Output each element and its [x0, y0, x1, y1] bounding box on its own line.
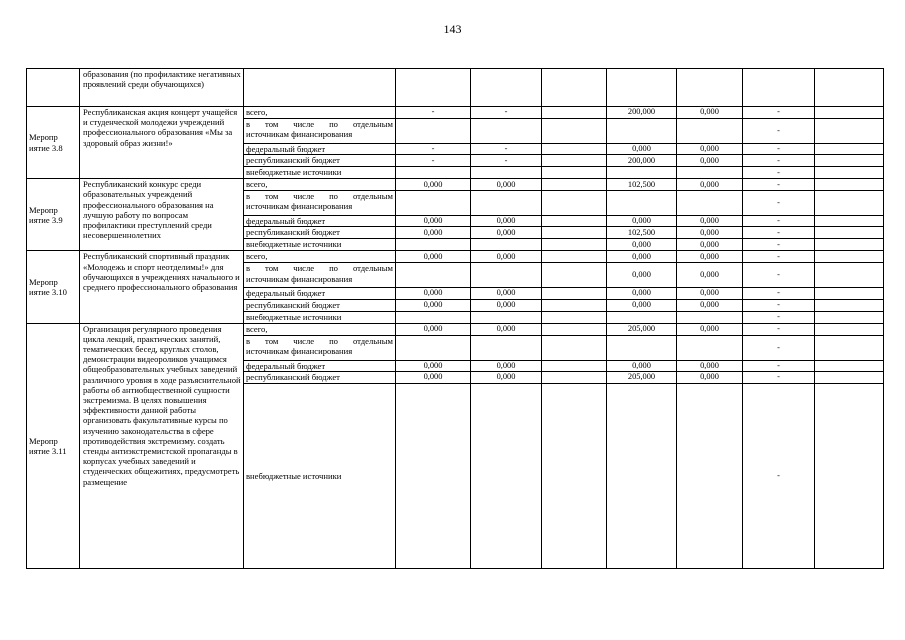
- page-number: 143: [443, 22, 462, 36]
- description-cell: образования (по профилактике негативных проявлений среди обучающихся): [80, 69, 244, 107]
- source-label: внебюджетные источники: [244, 383, 396, 568]
- source-label-line: источникам финансирования: [246, 129, 353, 140]
- source-label: [244, 263, 396, 288]
- source-label-line: в том числе по отдельным: [246, 263, 393, 274]
- value-cell: -: [471, 144, 542, 155]
- value-cell: [471, 263, 542, 288]
- source-label-line: в том числе по отдельным: [246, 191, 393, 202]
- empty-cell: [542, 227, 607, 239]
- source-label: всего,: [244, 323, 396, 335]
- source-label-line: в том числе по отдельным: [246, 335, 393, 346]
- value-cell: 0,000: [677, 107, 743, 119]
- value-cell: 0,000: [677, 371, 743, 383]
- empty-cell: [542, 335, 607, 360]
- source-label: федеральный бюджет: [244, 144, 396, 155]
- source-label: федеральный бюджет: [244, 288, 396, 299]
- event-description: Республиканская акция концерт учащейся и студенческой молодежи учреждений профессионального образования «Мы за здоровый образ жизни!»: [80, 107, 244, 179]
- empty-cell: [542, 191, 607, 216]
- value-cell: [607, 167, 677, 179]
- empty-cell: [471, 69, 542, 107]
- source-label: всего,: [244, 251, 396, 263]
- value-cell: 0,000: [396, 360, 471, 371]
- value-cell: -: [396, 155, 471, 167]
- value-cell: -: [743, 311, 815, 323]
- value-cell: 0,000: [471, 227, 542, 239]
- value-cell: [607, 191, 677, 216]
- source-label: внебюджетные источники: [244, 167, 396, 179]
- empty-cell: [815, 335, 884, 360]
- value-cell: [396, 263, 471, 288]
- value-cell: [396, 191, 471, 216]
- empty-cell: [743, 69, 815, 107]
- event-description: Республиканский спортивный праздник «Молодежь и спорт неотделимы!» для обучающихся в учреждениях начального и среднего профессионального образования: [80, 251, 244, 323]
- source-label-line: источникам финансирования: [246, 273, 353, 284]
- empty-cell: [542, 371, 607, 383]
- value-cell: -: [743, 251, 815, 263]
- value-cell: -: [743, 335, 815, 360]
- value-cell: 0,000: [471, 371, 542, 383]
- value-cell: 0,000: [396, 323, 471, 335]
- empty-cell: [542, 360, 607, 371]
- source-label-line: в том числе по отдельным: [246, 119, 393, 129]
- value-cell: 0,000: [607, 288, 677, 299]
- value-cell: 0,000: [471, 179, 542, 191]
- event-description: Организация регулярного проведения цикла лекций, практических занятий, тематических бесед, круглых столов, демонстрации видеороликов учащимся общеобразовательных учебных заведений различного уровня в ходе разъяснительной работы об антиобщественной сущности экстремизма. В целях повышения эффективности данной работы организовать факультативные курсы по изучению законодательства в сфере противодействия экстремизму. создать стенды антиэкстремистской пропаганды в корпусах учебных заведений и студенческих общежитиях, предусмотреть размещение: [80, 323, 244, 568]
- source-label: внебюджетные источники: [244, 239, 396, 251]
- empty-cell: [607, 69, 677, 107]
- value-cell: [396, 119, 471, 144]
- value-cell: -: [396, 107, 471, 119]
- event-description: Республиканский конкурс среди образовательных учреждений профессионального образования на лучшую работу по вопросам профилактики преступлений среди несовершеннолетних: [80, 179, 244, 251]
- source-label: [244, 191, 396, 216]
- table-row-continued: [27, 69, 884, 107]
- value-cell: 0,000: [607, 299, 677, 311]
- source-label: [244, 119, 396, 144]
- event-code: Меропр иятие 3.9: [27, 179, 80, 251]
- empty-cell: [815, 371, 884, 383]
- value-cell: [471, 383, 542, 568]
- value-cell: [471, 119, 542, 144]
- value-cell: 0,000: [396, 227, 471, 239]
- value-cell: -: [743, 191, 815, 216]
- value-cell: 0,000: [396, 179, 471, 191]
- value-cell: -: [743, 263, 815, 288]
- empty-cell: [542, 144, 607, 155]
- event-code: Меропр иятие 3.10: [27, 251, 80, 323]
- value-cell: [471, 167, 542, 179]
- empty-cell: [815, 227, 884, 239]
- empty-cell: [396, 69, 471, 107]
- empty-cell: [815, 144, 884, 155]
- value-cell: 0,000: [677, 155, 743, 167]
- value-cell: 0,000: [471, 360, 542, 371]
- source-label: внебюджетные источники: [244, 311, 396, 323]
- value-cell: 0,000: [677, 227, 743, 239]
- value-cell: -: [743, 299, 815, 311]
- table-row: [27, 179, 884, 191]
- empty-cell: [815, 323, 884, 335]
- value-cell: -: [743, 227, 815, 239]
- value-cell: 0,000: [607, 144, 677, 155]
- value-cell: -: [743, 360, 815, 371]
- empty-cell: [542, 167, 607, 179]
- source-label: республиканский бюджет: [244, 155, 396, 167]
- value-cell: 0,000: [471, 288, 542, 299]
- empty-cell: [815, 263, 884, 288]
- value-cell: [677, 383, 743, 568]
- value-cell: [396, 335, 471, 360]
- empty-cell: [542, 119, 607, 144]
- empty-cell: [542, 69, 607, 107]
- value-cell: 0,000: [677, 288, 743, 299]
- value-cell: -: [471, 107, 542, 119]
- value-cell: 0,000: [471, 299, 542, 311]
- empty-cell: [815, 299, 884, 311]
- event-code: Меропр иятие 3.8: [27, 107, 80, 179]
- value-cell: 0,000: [677, 323, 743, 335]
- value-cell: 0,000: [396, 288, 471, 299]
- value-cell: -: [743, 383, 815, 568]
- empty-cell: [677, 69, 743, 107]
- empty-cell: [815, 119, 884, 144]
- empty-cell: [815, 251, 884, 263]
- value-cell: 0,000: [677, 239, 743, 251]
- value-cell: 102,500: [607, 227, 677, 239]
- empty-cell: [815, 107, 884, 119]
- value-cell: -: [743, 155, 815, 167]
- value-cell: [396, 311, 471, 323]
- empty-cell: [815, 288, 884, 299]
- value-cell: 205,000: [607, 323, 677, 335]
- value-cell: 0,000: [471, 323, 542, 335]
- value-cell: [677, 191, 743, 216]
- value-cell: [607, 335, 677, 360]
- source-label: республиканский бюджет: [244, 371, 396, 383]
- value-cell: [677, 119, 743, 144]
- value-cell: [677, 311, 743, 323]
- value-cell: [471, 191, 542, 216]
- value-cell: 0,000: [677, 263, 743, 288]
- value-cell: 0,000: [677, 360, 743, 371]
- source-label-line: источникам финансирования: [246, 201, 353, 212]
- event-code: Меропр иятие 3.11: [27, 323, 80, 568]
- source-label: всего,: [244, 179, 396, 191]
- value-cell: -: [743, 239, 815, 251]
- empty-cell: [815, 216, 884, 227]
- empty-cell: [815, 69, 884, 107]
- value-cell: 102,500: [607, 179, 677, 191]
- value-cell: 0,000: [396, 299, 471, 311]
- value-cell: 0,000: [607, 251, 677, 263]
- value-cell: [396, 167, 471, 179]
- value-cell: 0,000: [607, 239, 677, 251]
- value-cell: [677, 335, 743, 360]
- source-label: [244, 335, 396, 360]
- value-cell: 200,000: [607, 107, 677, 119]
- empty-cell: [542, 216, 607, 227]
- value-cell: 0,000: [607, 263, 677, 288]
- empty-cell: [815, 179, 884, 191]
- source-label: республиканский бюджет: [244, 299, 396, 311]
- empty-cell: [815, 155, 884, 167]
- source-label: федеральный бюджет: [244, 360, 396, 371]
- empty-cell: [815, 311, 884, 323]
- value-cell: [607, 311, 677, 323]
- value-cell: 0,000: [471, 216, 542, 227]
- empty-cell: [542, 251, 607, 263]
- source-label: республиканский бюджет: [244, 227, 396, 239]
- value-cell: 0,000: [677, 179, 743, 191]
- empty-cell: [815, 167, 884, 179]
- value-cell: 0,000: [396, 371, 471, 383]
- value-cell: 0,000: [677, 251, 743, 263]
- value-cell: [471, 311, 542, 323]
- empty-cell: [542, 239, 607, 251]
- value-cell: 0,000: [471, 251, 542, 263]
- empty-cell: [542, 155, 607, 167]
- value-cell: 0,000: [677, 299, 743, 311]
- empty-cell: [815, 191, 884, 216]
- value-cell: -: [743, 371, 815, 383]
- empty-cell: [244, 69, 396, 107]
- value-cell: -: [743, 323, 815, 335]
- empty-cell: [815, 239, 884, 251]
- value-cell: 200,000: [607, 155, 677, 167]
- value-cell: [677, 167, 743, 179]
- empty-cell: [815, 383, 884, 568]
- value-cell: -: [743, 144, 815, 155]
- value-cell: -: [471, 155, 542, 167]
- value-cell: -: [743, 216, 815, 227]
- value-cell: -: [743, 119, 815, 144]
- value-cell: [396, 239, 471, 251]
- table-row: [27, 323, 884, 335]
- value-cell: [471, 335, 542, 360]
- code-cell: [27, 69, 80, 107]
- value-cell: [607, 383, 677, 568]
- value-cell: [471, 239, 542, 251]
- value-cell: -: [743, 107, 815, 119]
- value-cell: -: [396, 144, 471, 155]
- empty-cell: [542, 311, 607, 323]
- value-cell: 0,000: [607, 360, 677, 371]
- empty-cell: [815, 360, 884, 371]
- source-label-line: источникам финансирования: [246, 345, 353, 356]
- value-cell: 0,000: [677, 216, 743, 227]
- value-cell: 205,000: [607, 371, 677, 383]
- table-row: [27, 251, 884, 263]
- source-label: федеральный бюджет: [244, 216, 396, 227]
- table-row: [27, 107, 884, 119]
- empty-cell: [542, 383, 607, 568]
- value-cell: -: [743, 179, 815, 191]
- value-cell: -: [743, 167, 815, 179]
- source-label: всего,: [244, 107, 396, 119]
- empty-cell: [542, 288, 607, 299]
- empty-cell: [542, 323, 607, 335]
- value-cell: -: [743, 288, 815, 299]
- value-cell: 0,000: [396, 216, 471, 227]
- empty-cell: [542, 299, 607, 311]
- value-cell: [396, 383, 471, 568]
- value-cell: 0,000: [396, 251, 471, 263]
- value-cell: 0,000: [607, 216, 677, 227]
- value-cell: 0,000: [677, 144, 743, 155]
- empty-cell: [542, 263, 607, 288]
- empty-cell: [542, 179, 607, 191]
- empty-cell: [542, 107, 607, 119]
- budget-table: [26, 68, 884, 569]
- value-cell: [607, 119, 677, 144]
